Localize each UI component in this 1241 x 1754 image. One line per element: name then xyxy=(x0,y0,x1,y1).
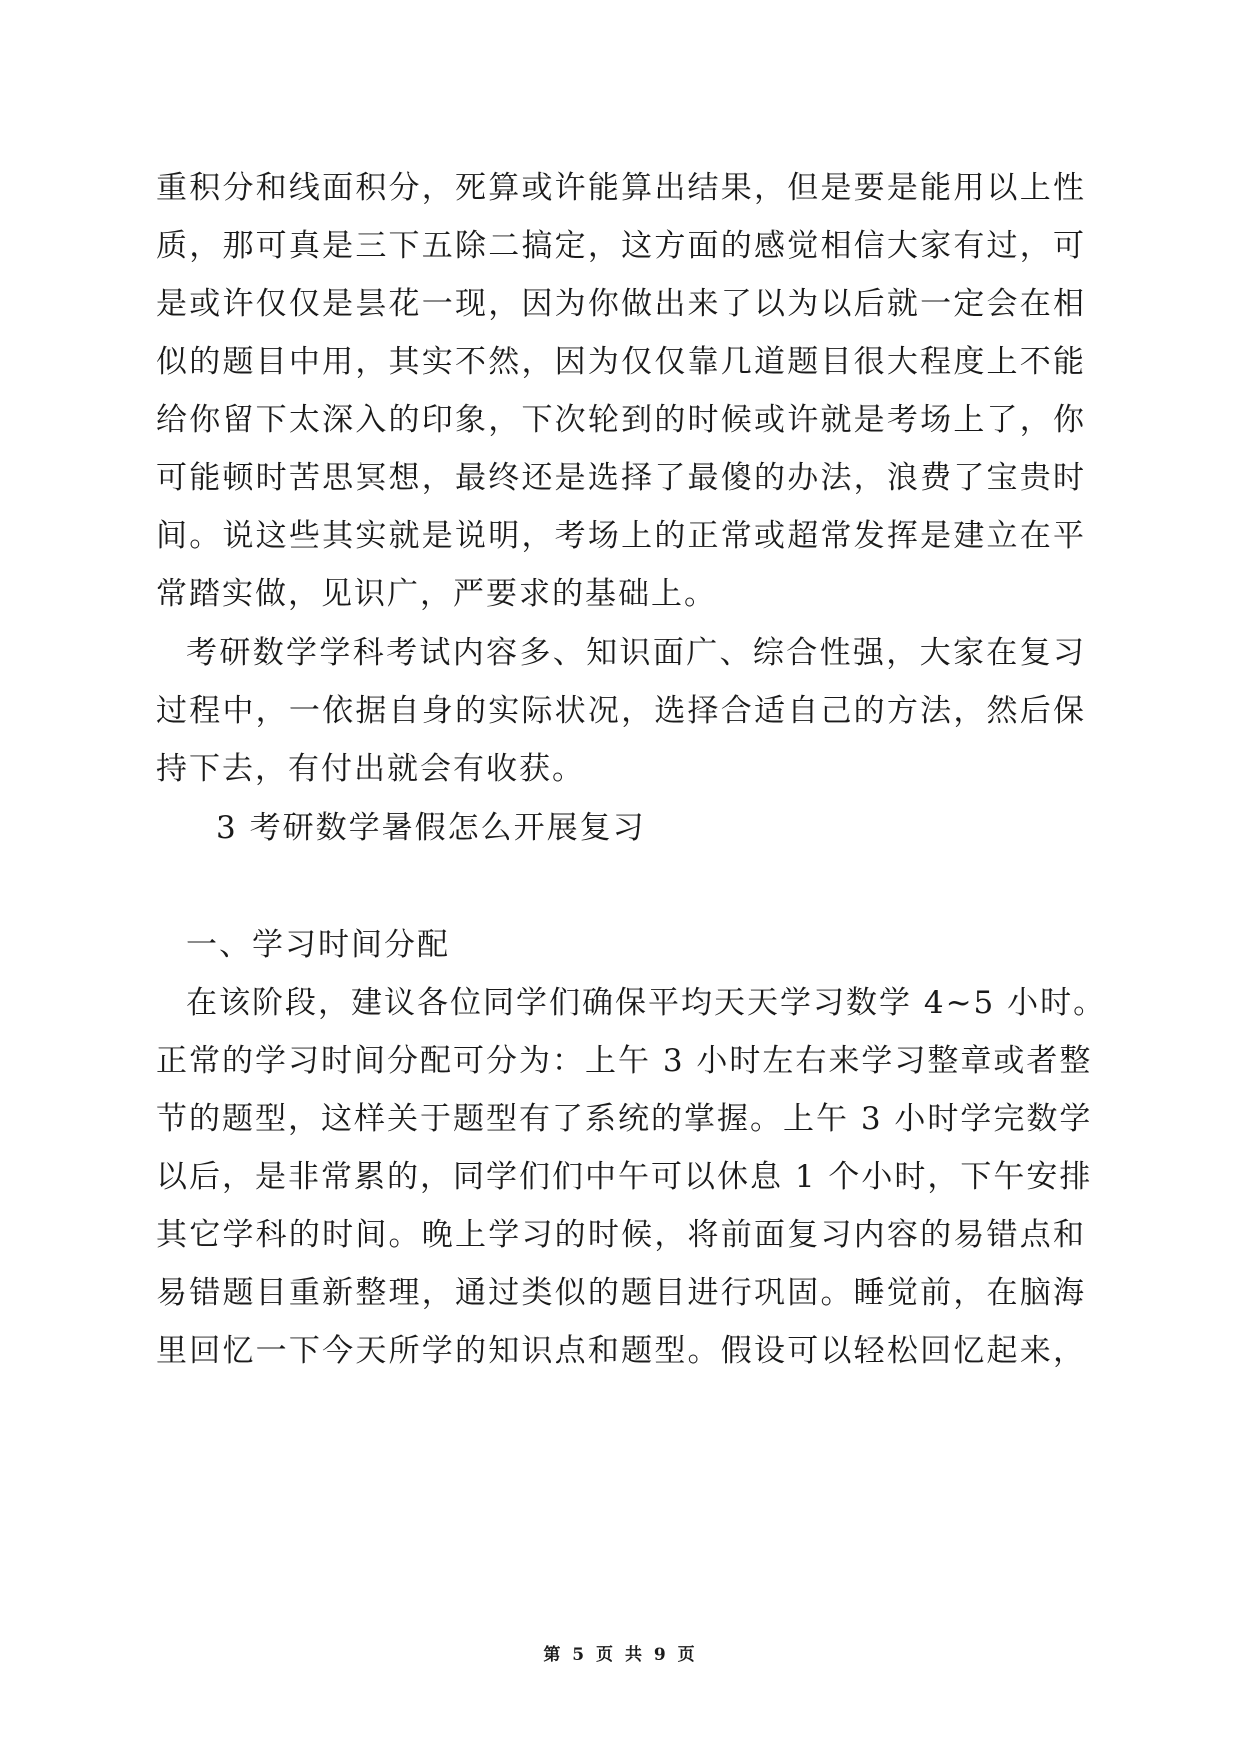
page-number-footer: 第 5 页 共 9 页 xyxy=(543,1645,698,1665)
paragraph-line: 给你留下太深入的印象，下次轮到的时候或许就是考场上了，你 xyxy=(156,402,1086,438)
paragraph-line: 以后，是非常累的，同学们们中午可以休息 1 个小时，下午安排 xyxy=(156,1159,1093,1195)
paragraph-line: 考研数学学科考试内容多、知识面广、综合性强，大家在复习 xyxy=(186,635,1086,671)
paragraph-line: 易错题目重新整理，通过类似的题目进行巩固。睡觉前，在脑海 xyxy=(156,1275,1086,1311)
paragraph-line: 节的题型，这样关于题型有了系统的掌握。上午 3 小时学完数学 xyxy=(156,1101,1093,1137)
paragraph-line: 其它学科的时间。晚上学习的时候，将前面复习内容的易错点和 xyxy=(156,1217,1086,1253)
paragraph-line: 可能顿时苦思冥想，最终还是选择了最傻的办法，浪费了宝贵时 xyxy=(156,460,1086,496)
subsection-heading: 一、学习时间分配 xyxy=(186,927,450,963)
paragraph-line: 间。说这些其实就是说明，考场上的正常或超常发挥是建立在平 xyxy=(156,518,1086,554)
paragraph-line: 是或许仅仅是昙花一现，因为你做出来了以为以后就一定会在相 xyxy=(156,286,1086,322)
paragraph-line: 在该阶段，建议各位同学们确保平均天天学习数学 4~5 小时。 xyxy=(186,985,1107,1021)
paragraph-line: 里回忆一下今天所学的知识点和题型。假设可以轻松回忆起来， xyxy=(156,1333,1086,1369)
section-heading: 3 考研数学暑假怎么开展复习 xyxy=(216,810,646,846)
paragraph-line: 持下去，有付出就会有收获。 xyxy=(156,751,585,787)
paragraph-line: 正常的学习时间分配可分为：上午 3 小时左右来学习整章或者整 xyxy=(156,1043,1093,1079)
paragraph-line: 似的题目中用，其实不然，因为仅仅靠几道题目很大程度上不能 xyxy=(156,344,1086,380)
paragraph-line: 重积分和线面积分，死算或许能算出结果，但是要是能用以上性 xyxy=(156,170,1086,206)
paragraph-line: 质，那可真是三下五除二搞定，这方面的感觉相信大家有过，可 xyxy=(156,228,1086,264)
paragraph-line: 过程中，一依据自身的实际状况，选择合适自己的方法，然后保 xyxy=(156,693,1086,729)
paragraph-line: 常踏实做，见识广，严要求的基础上。 xyxy=(156,576,717,612)
